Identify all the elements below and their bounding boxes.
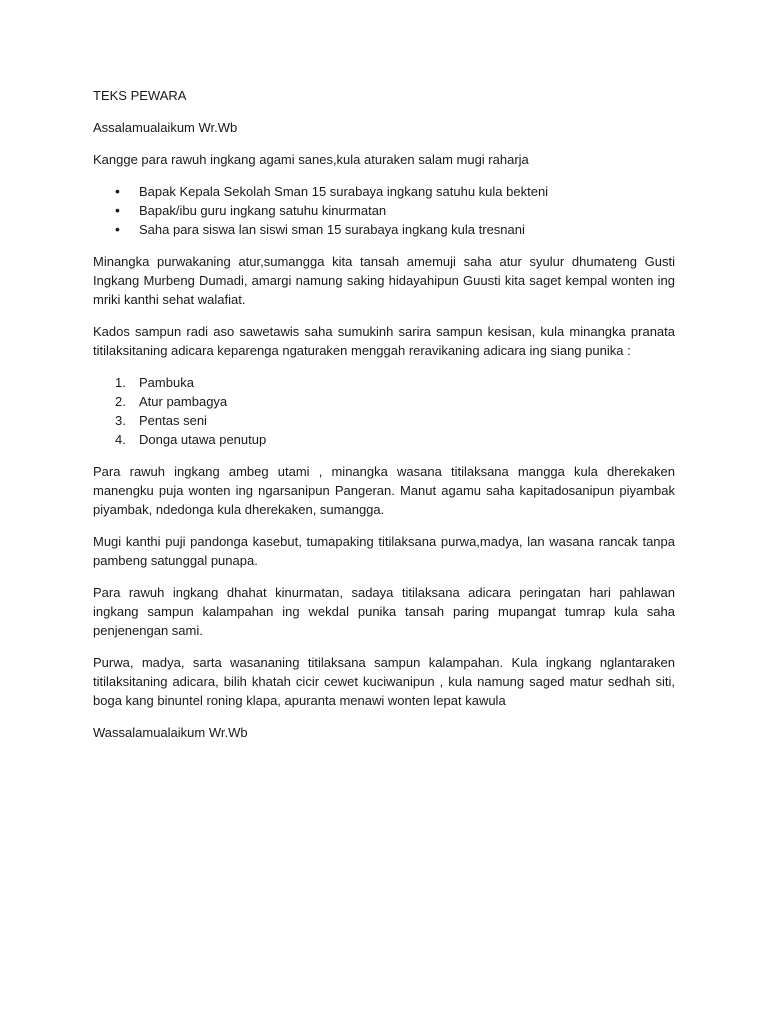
prayer-paragraph: Para rawuh ingkang ambeg utami , minangka wasana titilaksana mangga kula dherekaken manengku puja wonten ing ngarsanipun Pangeran. Manut agamu saha kapitadosanipun piyambak piyambak, ndedonga kula dherekaken, sumangga. xyxy=(93,464,675,517)
list-item xyxy=(93,411,675,430)
closing-greeting: Wassalamualaikum Wr.Wb xyxy=(93,725,248,740)
agenda-list xyxy=(93,373,675,449)
list-item-label: Donga utawa penutup xyxy=(139,432,267,447)
list-item-label: Atur pambagya xyxy=(139,394,228,409)
list-number: 1. xyxy=(115,375,126,390)
list-item: • Saha para siswa lan siswi sman 15 surabaya ingkang kula tresnani xyxy=(93,220,675,239)
list-number: 4. xyxy=(115,432,126,447)
list-item xyxy=(93,392,675,411)
greeting: Assalamualaikum Wr.Wb xyxy=(93,120,238,135)
document-title: TEKS PEWARA xyxy=(93,88,187,103)
list-item: • Bapak/ibu guru ingkang satuhu kinurmatan xyxy=(93,201,675,220)
list-number: 2. xyxy=(115,394,126,409)
opening-paragraph: Minangka purwakaning atur,sumangga kita tansah amemuji saha atur syulur dhumateng Gusti Ingkang Murbeng Dumadi, amargi namung saking hidayahipun Guusti kita saget kempal wonten ing mriki kanthi sehat walafiat. xyxy=(93,254,675,307)
list-item xyxy=(93,430,675,449)
apology-paragraph: Purwa, madya, sarta wasananing titilaksana sampun kalampahan. Kula ingkang nglantaraken titilaksitaning adicara, bilih khatah cicir cewet kuciwanipun , kula namung saged matur sedhah siti, boga kang binuntel roning klapa, apuranta menawi wonten lepat kawula xyxy=(93,655,675,708)
agenda-intro-paragraph: Kados sampun radi aso sawetawis saha sumukinh sarira sampun kesisan, kula minangka pranata titilaksitaning adicara keparenga ngaturaken menggah reravikaning adicara ing siang punika : xyxy=(93,324,675,358)
list-item: • Bapak Kepala Sekolah Sman 15 surabaya ingkang satuhu kula bekteni xyxy=(93,182,675,201)
list-item-label: Pentas seni xyxy=(139,413,207,428)
intro-paragraph: Kangge para rawuh ingkang agami sanes,kula aturaken salam mugi raharja xyxy=(93,152,529,167)
wish-paragraph: Mugi kanthi puji pandonga kasebut, tumapaking titilaksana purwa,madya, lan wasana rancak tanpa pambeng satunggal punapa. xyxy=(93,534,675,568)
addressee-list xyxy=(93,182,675,239)
benefit-paragraph: Para rawuh ingkang dhahat kinurmatan, sadaya titilaksana adicara peringatan hari pahlawan ingkang sampun kalampahan ing wekdal punika tansah paring mupangat tumrap kula saha penjenengan sami. xyxy=(93,585,675,638)
document-page xyxy=(93,86,675,755)
list-item xyxy=(93,373,675,392)
list-number: 3. xyxy=(115,413,126,428)
list-item-label: Pambuka xyxy=(139,375,194,390)
